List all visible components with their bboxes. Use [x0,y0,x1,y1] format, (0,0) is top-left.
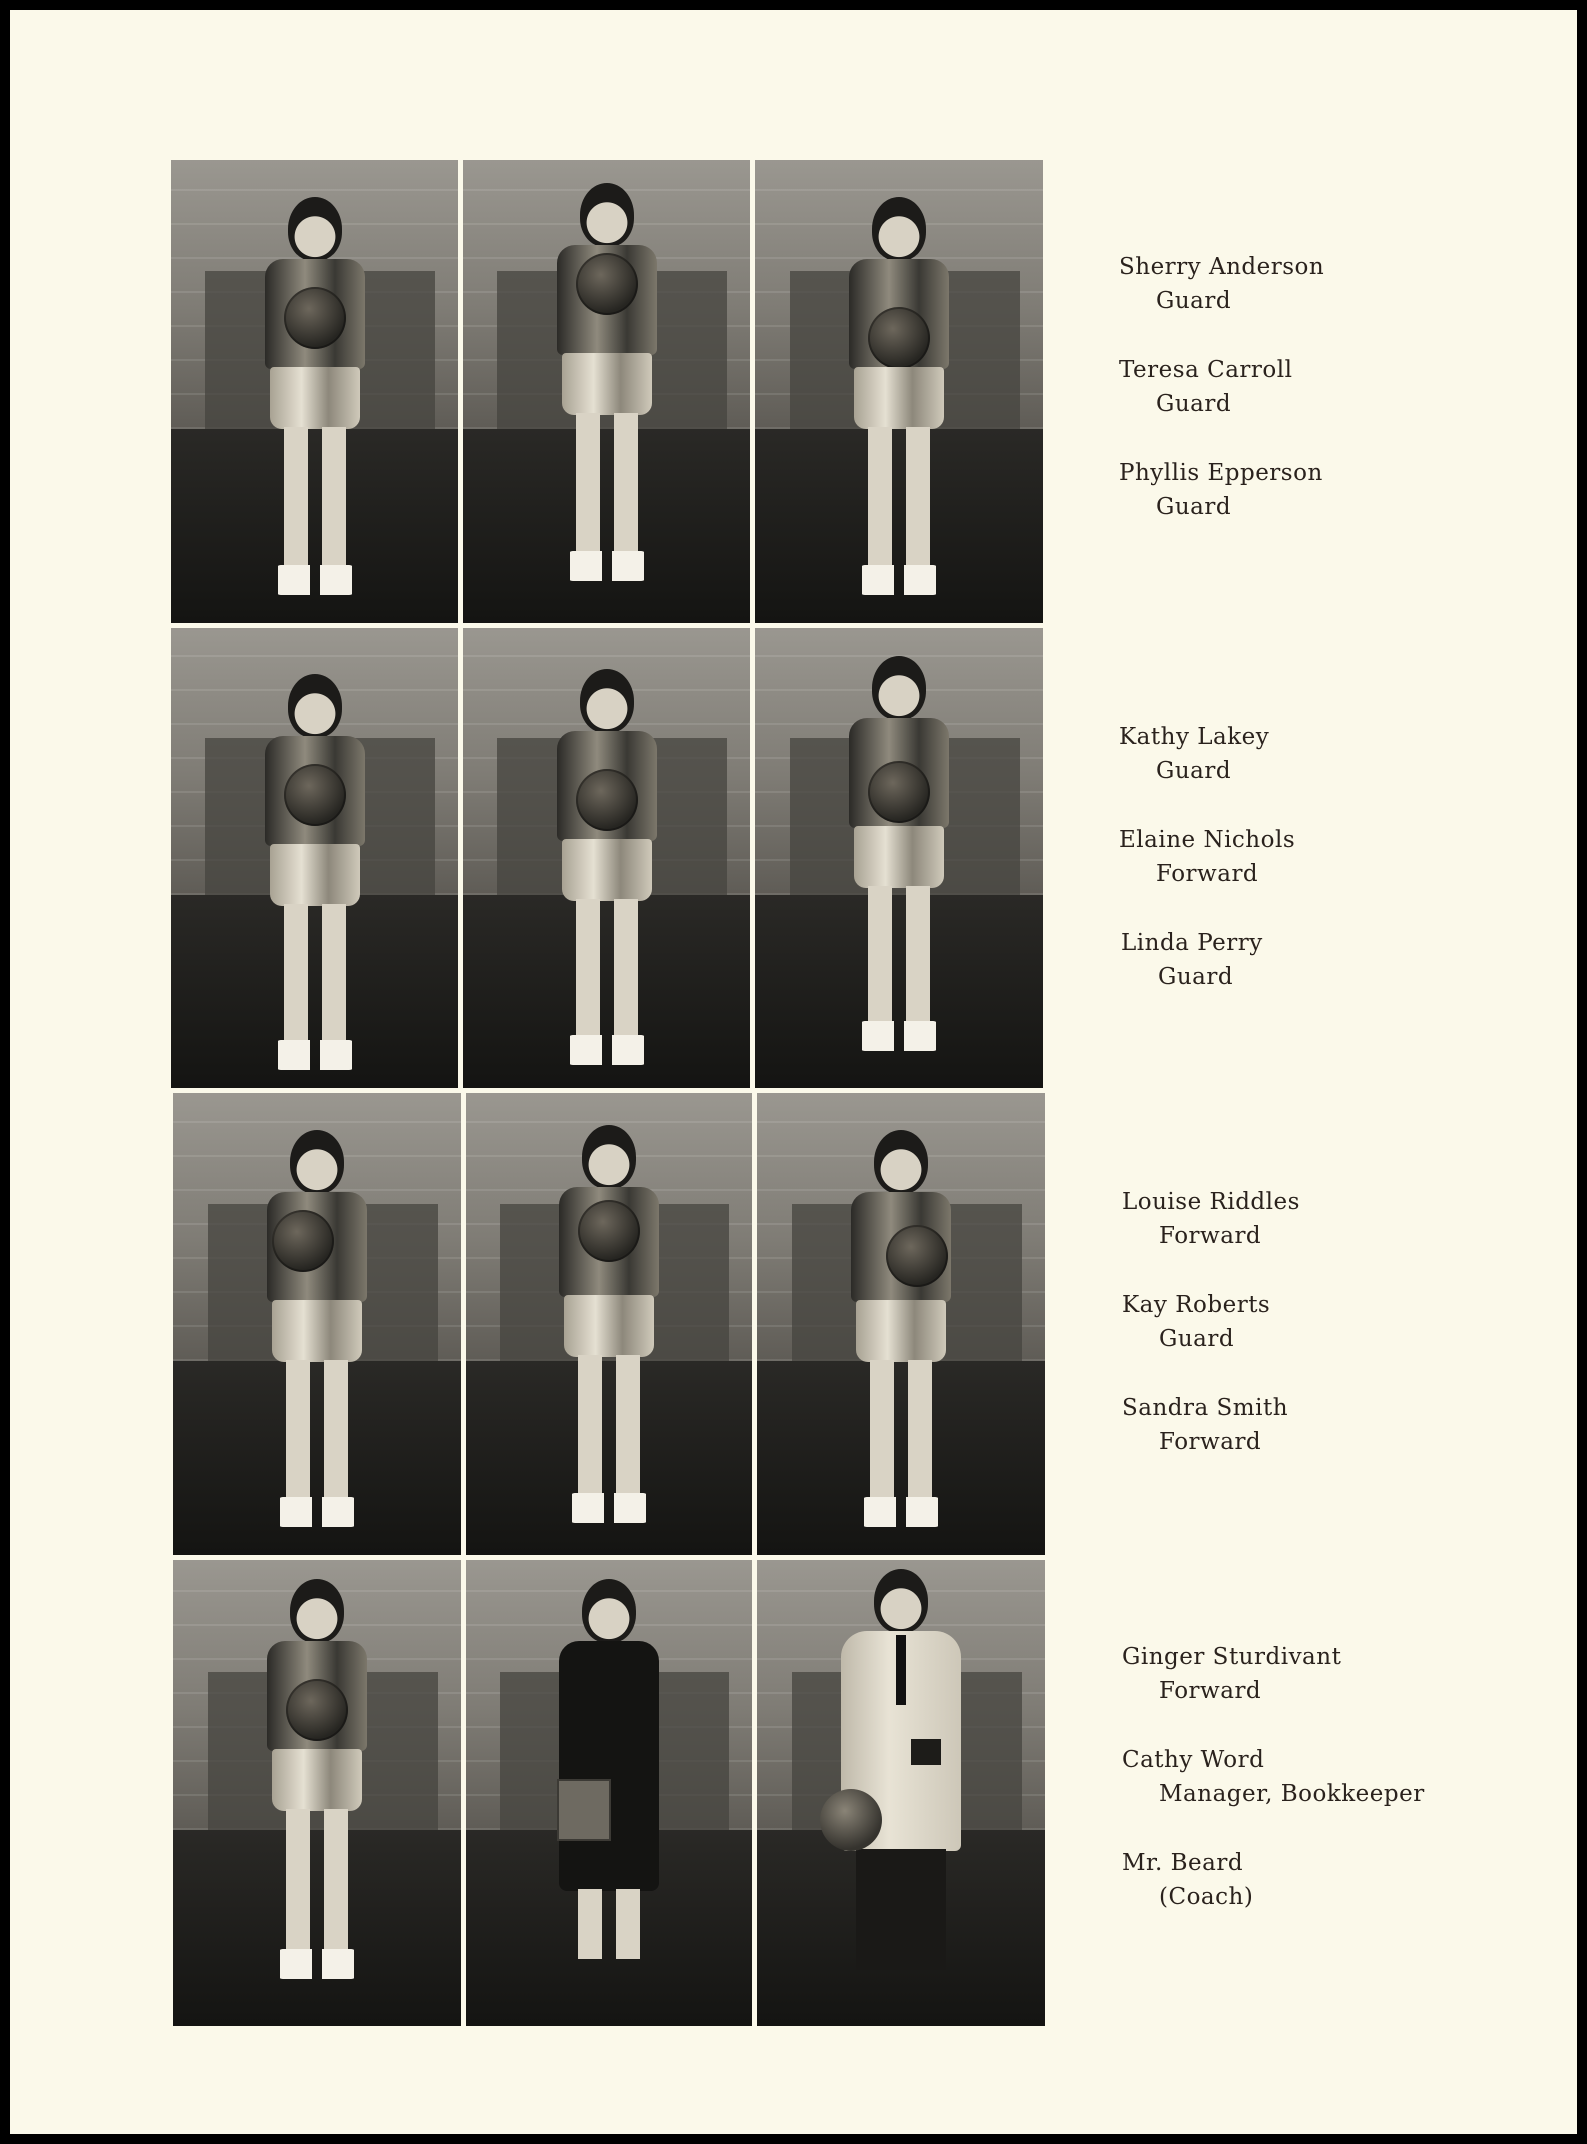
caption-phyllis-epperson [1119,456,1323,524]
photo-ginger-sturdivant [173,1560,461,2026]
player-name: Cathy Word [1122,1747,1265,1773]
player-name: Ginger Sturdivant [1122,1644,1342,1670]
caption-mr-beard [1122,1846,1253,1914]
player-role: Forward [1159,1678,1262,1704]
caption-kay-roberts [1122,1288,1270,1356]
photo-sandra-smith [757,1093,1045,1555]
player-name: Teresa Carroll [1119,357,1293,383]
player-name: Sandra Smith [1122,1395,1289,1421]
player-name: Linda Perry [1121,930,1263,956]
caption-kathy-lakey [1119,720,1269,788]
player-role: Forward [1156,861,1259,887]
caption-ginger-sturdivant [1122,1640,1341,1708]
player-role: Guard [1159,1326,1235,1352]
caption-cathy-word [1122,1743,1425,1811]
photo-elaine-nichols [463,628,750,1088]
caption-sherry-anderson [1119,250,1324,318]
player-role: Manager, Bookkeeper [1159,1781,1425,1807]
player-role: Guard [1156,288,1232,314]
player-role: Guard [1156,391,1232,417]
player-name: Mr. Beard [1122,1850,1244,1876]
player-name: Sherry Anderson [1119,254,1325,280]
player-role: (Coach) [1159,1884,1254,1910]
photo-kathy-lakey [171,628,458,1088]
photo-louise-riddles [173,1093,461,1555]
photo-linda-perry [755,628,1043,1088]
photo-sherry-anderson [171,160,458,623]
photo-phyllis-epperson [755,160,1043,623]
player-name: Kay Roberts [1122,1292,1271,1318]
player-role: Forward [1159,1223,1262,1249]
yearbook-page [10,10,1577,2134]
player-name: Phyllis Epperson [1119,460,1323,486]
player-name: Kathy Lakey [1119,724,1270,750]
caption-louise-riddles [1122,1185,1300,1253]
photo-kay-roberts [466,1093,752,1555]
player-role: Forward [1159,1429,1262,1455]
caption-elaine-nichols [1119,823,1295,891]
player-role: Guard [1158,964,1234,990]
caption-teresa-carroll [1119,353,1292,421]
player-name: Louise Riddles [1122,1189,1300,1215]
caption-linda-perry [1121,926,1263,994]
player-name: Elaine Nichols [1119,827,1296,853]
player-role: Guard [1156,758,1232,784]
caption-sandra-smith [1122,1391,1288,1459]
photo-mr-beard [757,1560,1045,2026]
player-role: Guard [1156,494,1232,520]
photo-teresa-carroll [463,160,750,623]
photo-cathy-word [466,1560,752,2026]
